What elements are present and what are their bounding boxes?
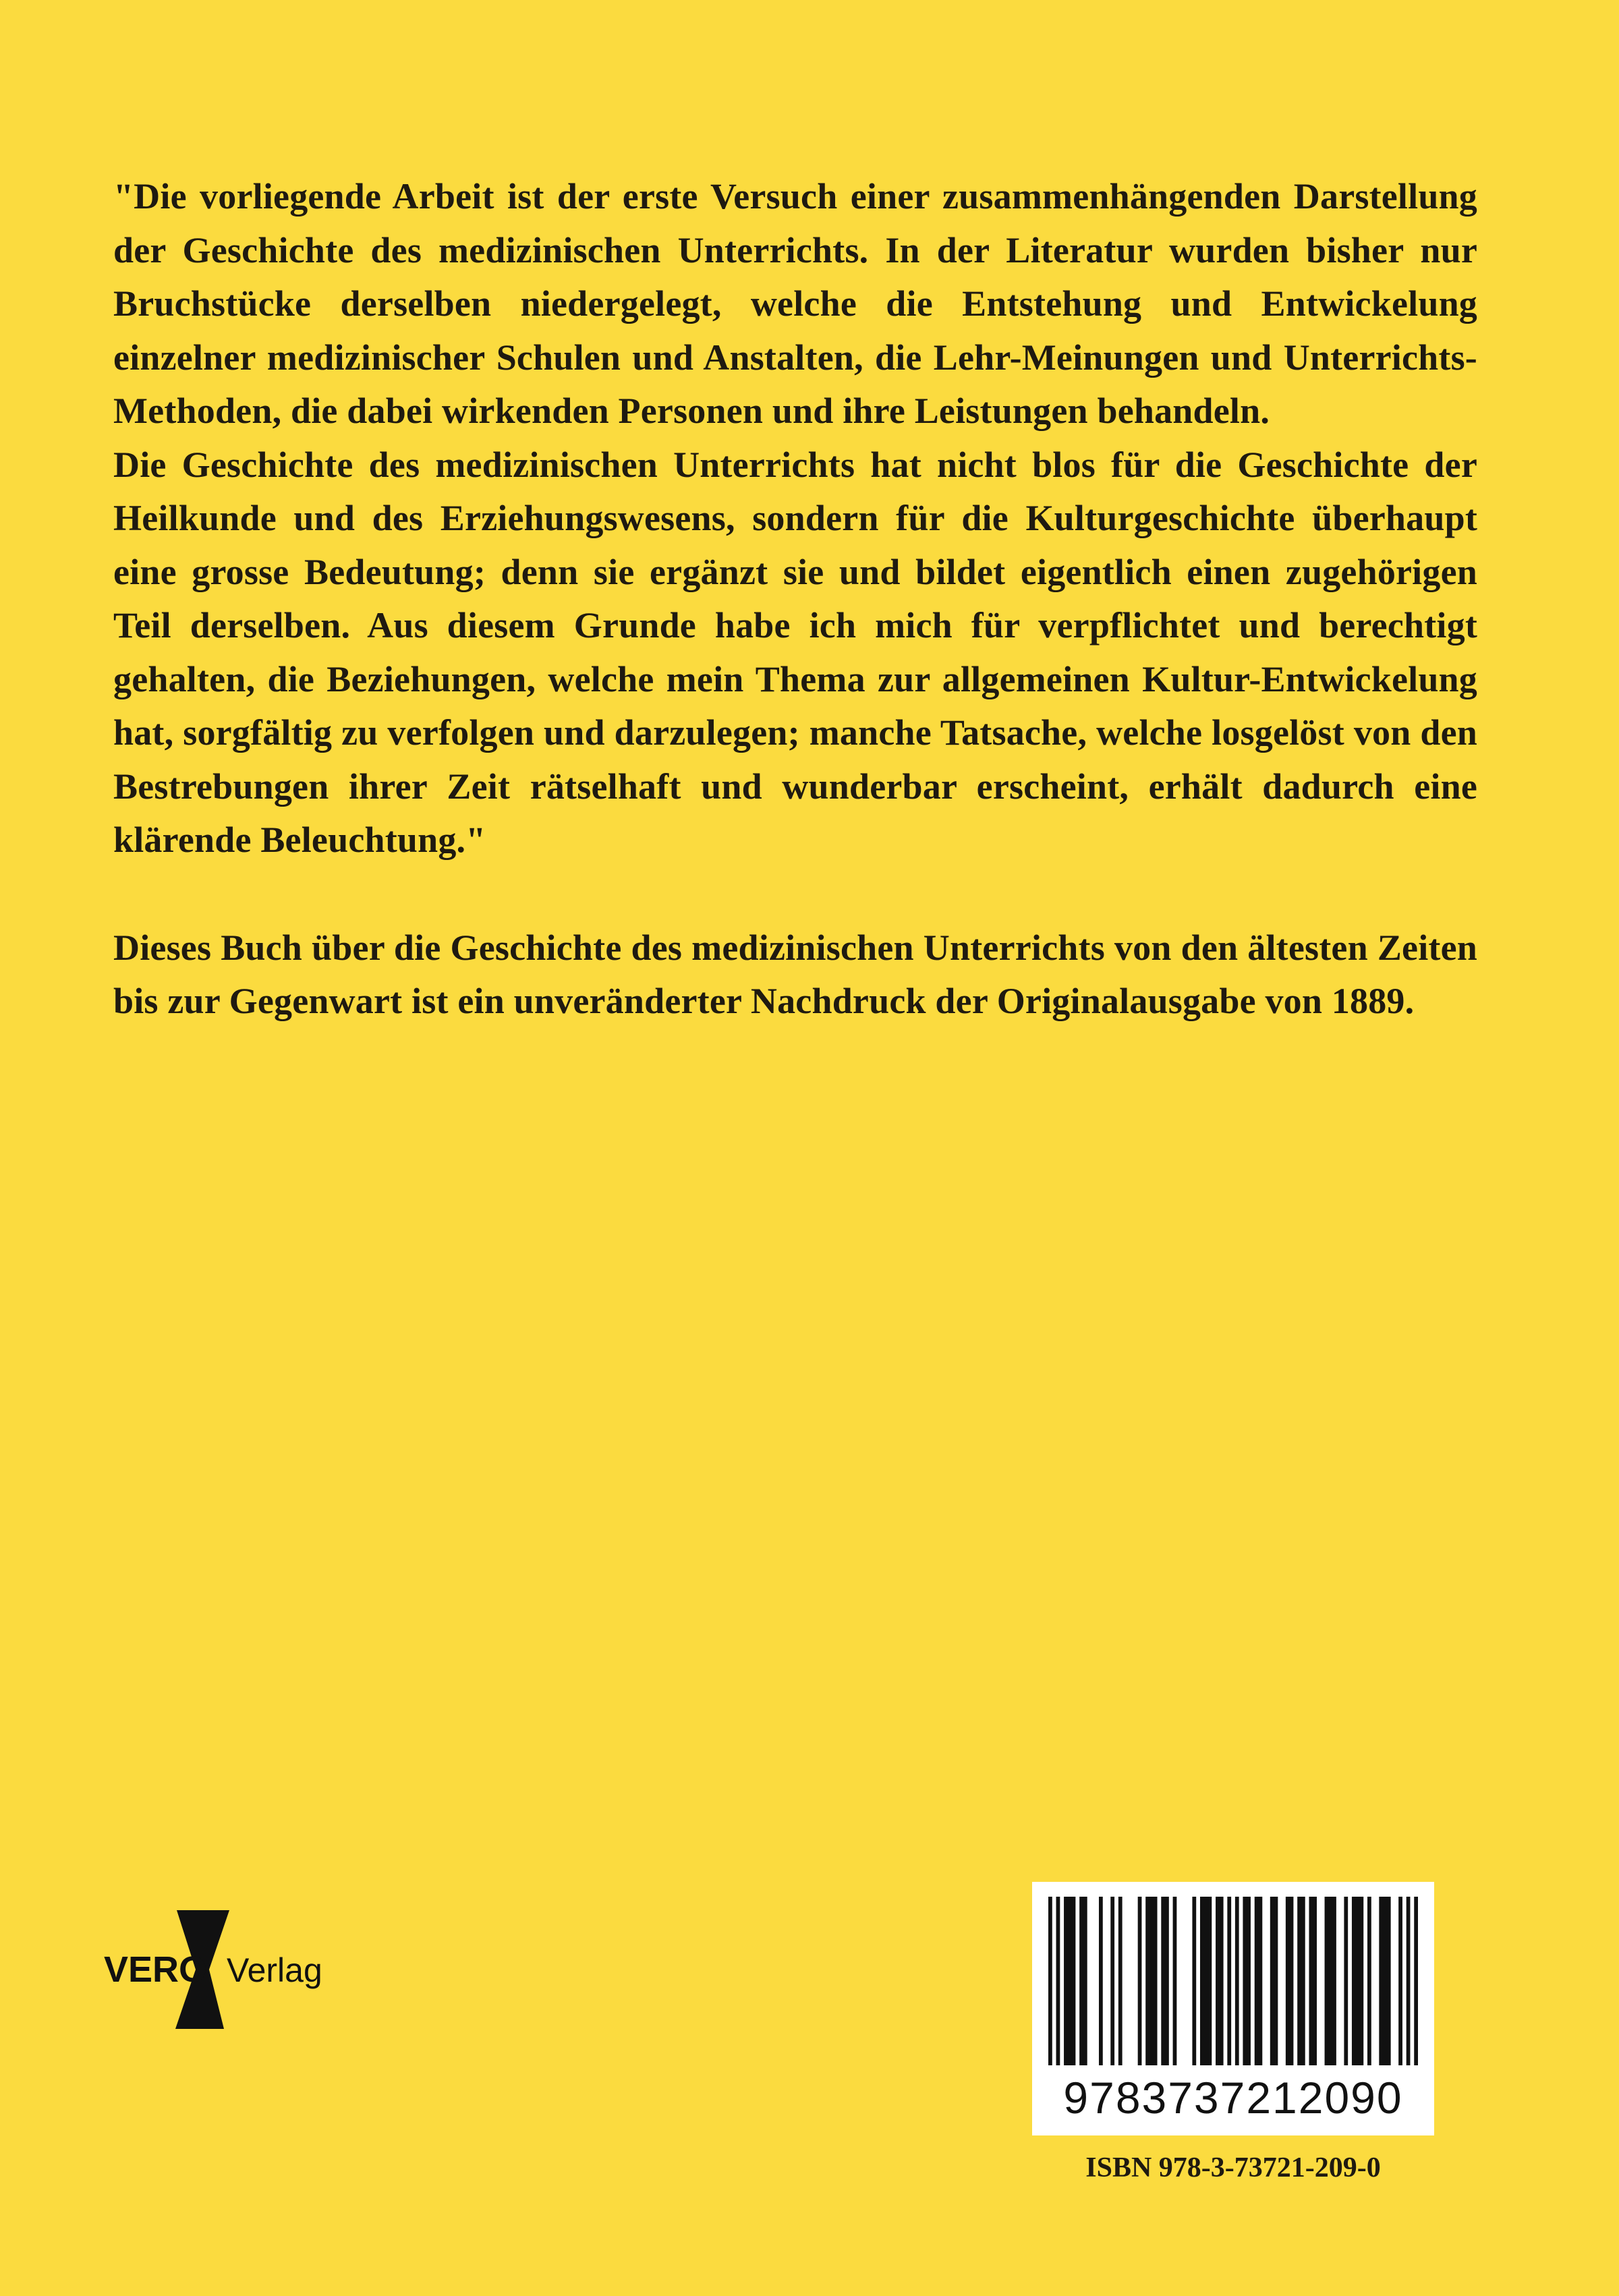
logo-text-verlag: Verlag [227,1951,322,1989]
barcode-bar [1056,1897,1060,2065]
barcode-bar [1192,1897,1196,2065]
quote-paragraph-2: Die Geschichte des medizinischen Unterrichts hat nicht blos für die Geschichte der Heilkunde und des Erziehungswesens, sondern für die Kulturgeschichte überhaupt eine grosse Bedeutung; denn sie ergänzt sie und bildet eigentlich einen zugehörigen Teil derselben. Aus diesem Grunde habe ich mich für verpflichtet und berechtigt gehalten, die Beziehungen, welche mein Thema zur allgemeinen Kultur-Entwickelung hat, sorgfältig zu verfolgen und darzulegen; manche Tatsache, welche losgelöst von den Bestrebungen ihrer Zeit rätselhaft und wunderbar erscheint, erhält dadurch eine klärende Beleuchtung." [113,444,1477,860]
barcode-bar [1297,1897,1305,2065]
vero-verlag-logo [101,1902,324,2037]
barcode-bar [1048,1897,1052,2065]
barcode-bar [1138,1897,1142,2065]
barcode-bar [1173,1897,1177,2065]
barcode-bar [1145,1897,1157,2065]
barcode-bar [1064,1897,1075,2065]
barcode-bar [1398,1897,1402,2065]
barcode-bars [1032,1882,1434,2071]
cover-text [113,170,1477,1029]
barcode-bar [1270,1897,1278,2065]
barcode-bar [1407,1897,1411,2065]
barcode-digits: 9783737212090 [1063,2073,1403,2123]
barcode-bar [1367,1897,1371,2065]
barcode-bar [1118,1897,1123,2065]
barcode-bar [1255,1897,1263,2065]
barcode-bar [1200,1897,1212,2065]
barcode-bar [1414,1897,1418,2065]
barcode-bar [1379,1897,1390,2065]
barcode-bar [1286,1897,1294,2065]
barcode-bar [1079,1897,1087,2065]
isbn-label: ISBN 978-3-73721-209-0 [1085,2152,1381,2183]
barcode-bar [1099,1897,1103,2065]
quote-paragraph-1: "Die vorliegende Arbeit ist der erste Versuch einer zusammenhängenden Darstellung der Geschichte des medizinischen Unterrichts. In der Literatur wurden bisher nur Bruchstücke derselben niedergelegt, welche die Entstehung und Entwickelung einzelner medizinischer Schulen und Anstalten, die Lehr-Meinungen und Unterrichts-Methoden, die dabei wirkenden Personen und ihre Leistungen behandeln. [113,176,1477,431]
barcode-bar [1344,1897,1348,2065]
barcode-bar [1309,1897,1317,2065]
barcode-bar [1161,1897,1169,2065]
logo-text-vero: VERO [104,1949,208,1990]
barcode [1032,1882,1434,2135]
barcode-bar [1227,1897,1231,2065]
barcode-bar [1216,1897,1224,2065]
barcode-bar [1235,1897,1239,2065]
barcode-bar [1352,1897,1363,2065]
book-blurb: Dieses Buch über die Geschichte des medizinischen Unterrichts von den ältesten Zeiten bis zur Gegenwart ist ein unveränderter Nachdruck der Originalausgabe von 1889. [113,927,1477,1021]
barcode-bar [1243,1897,1251,2065]
barcode-bar [1110,1897,1114,2065]
barcode-bar [1325,1897,1336,2065]
